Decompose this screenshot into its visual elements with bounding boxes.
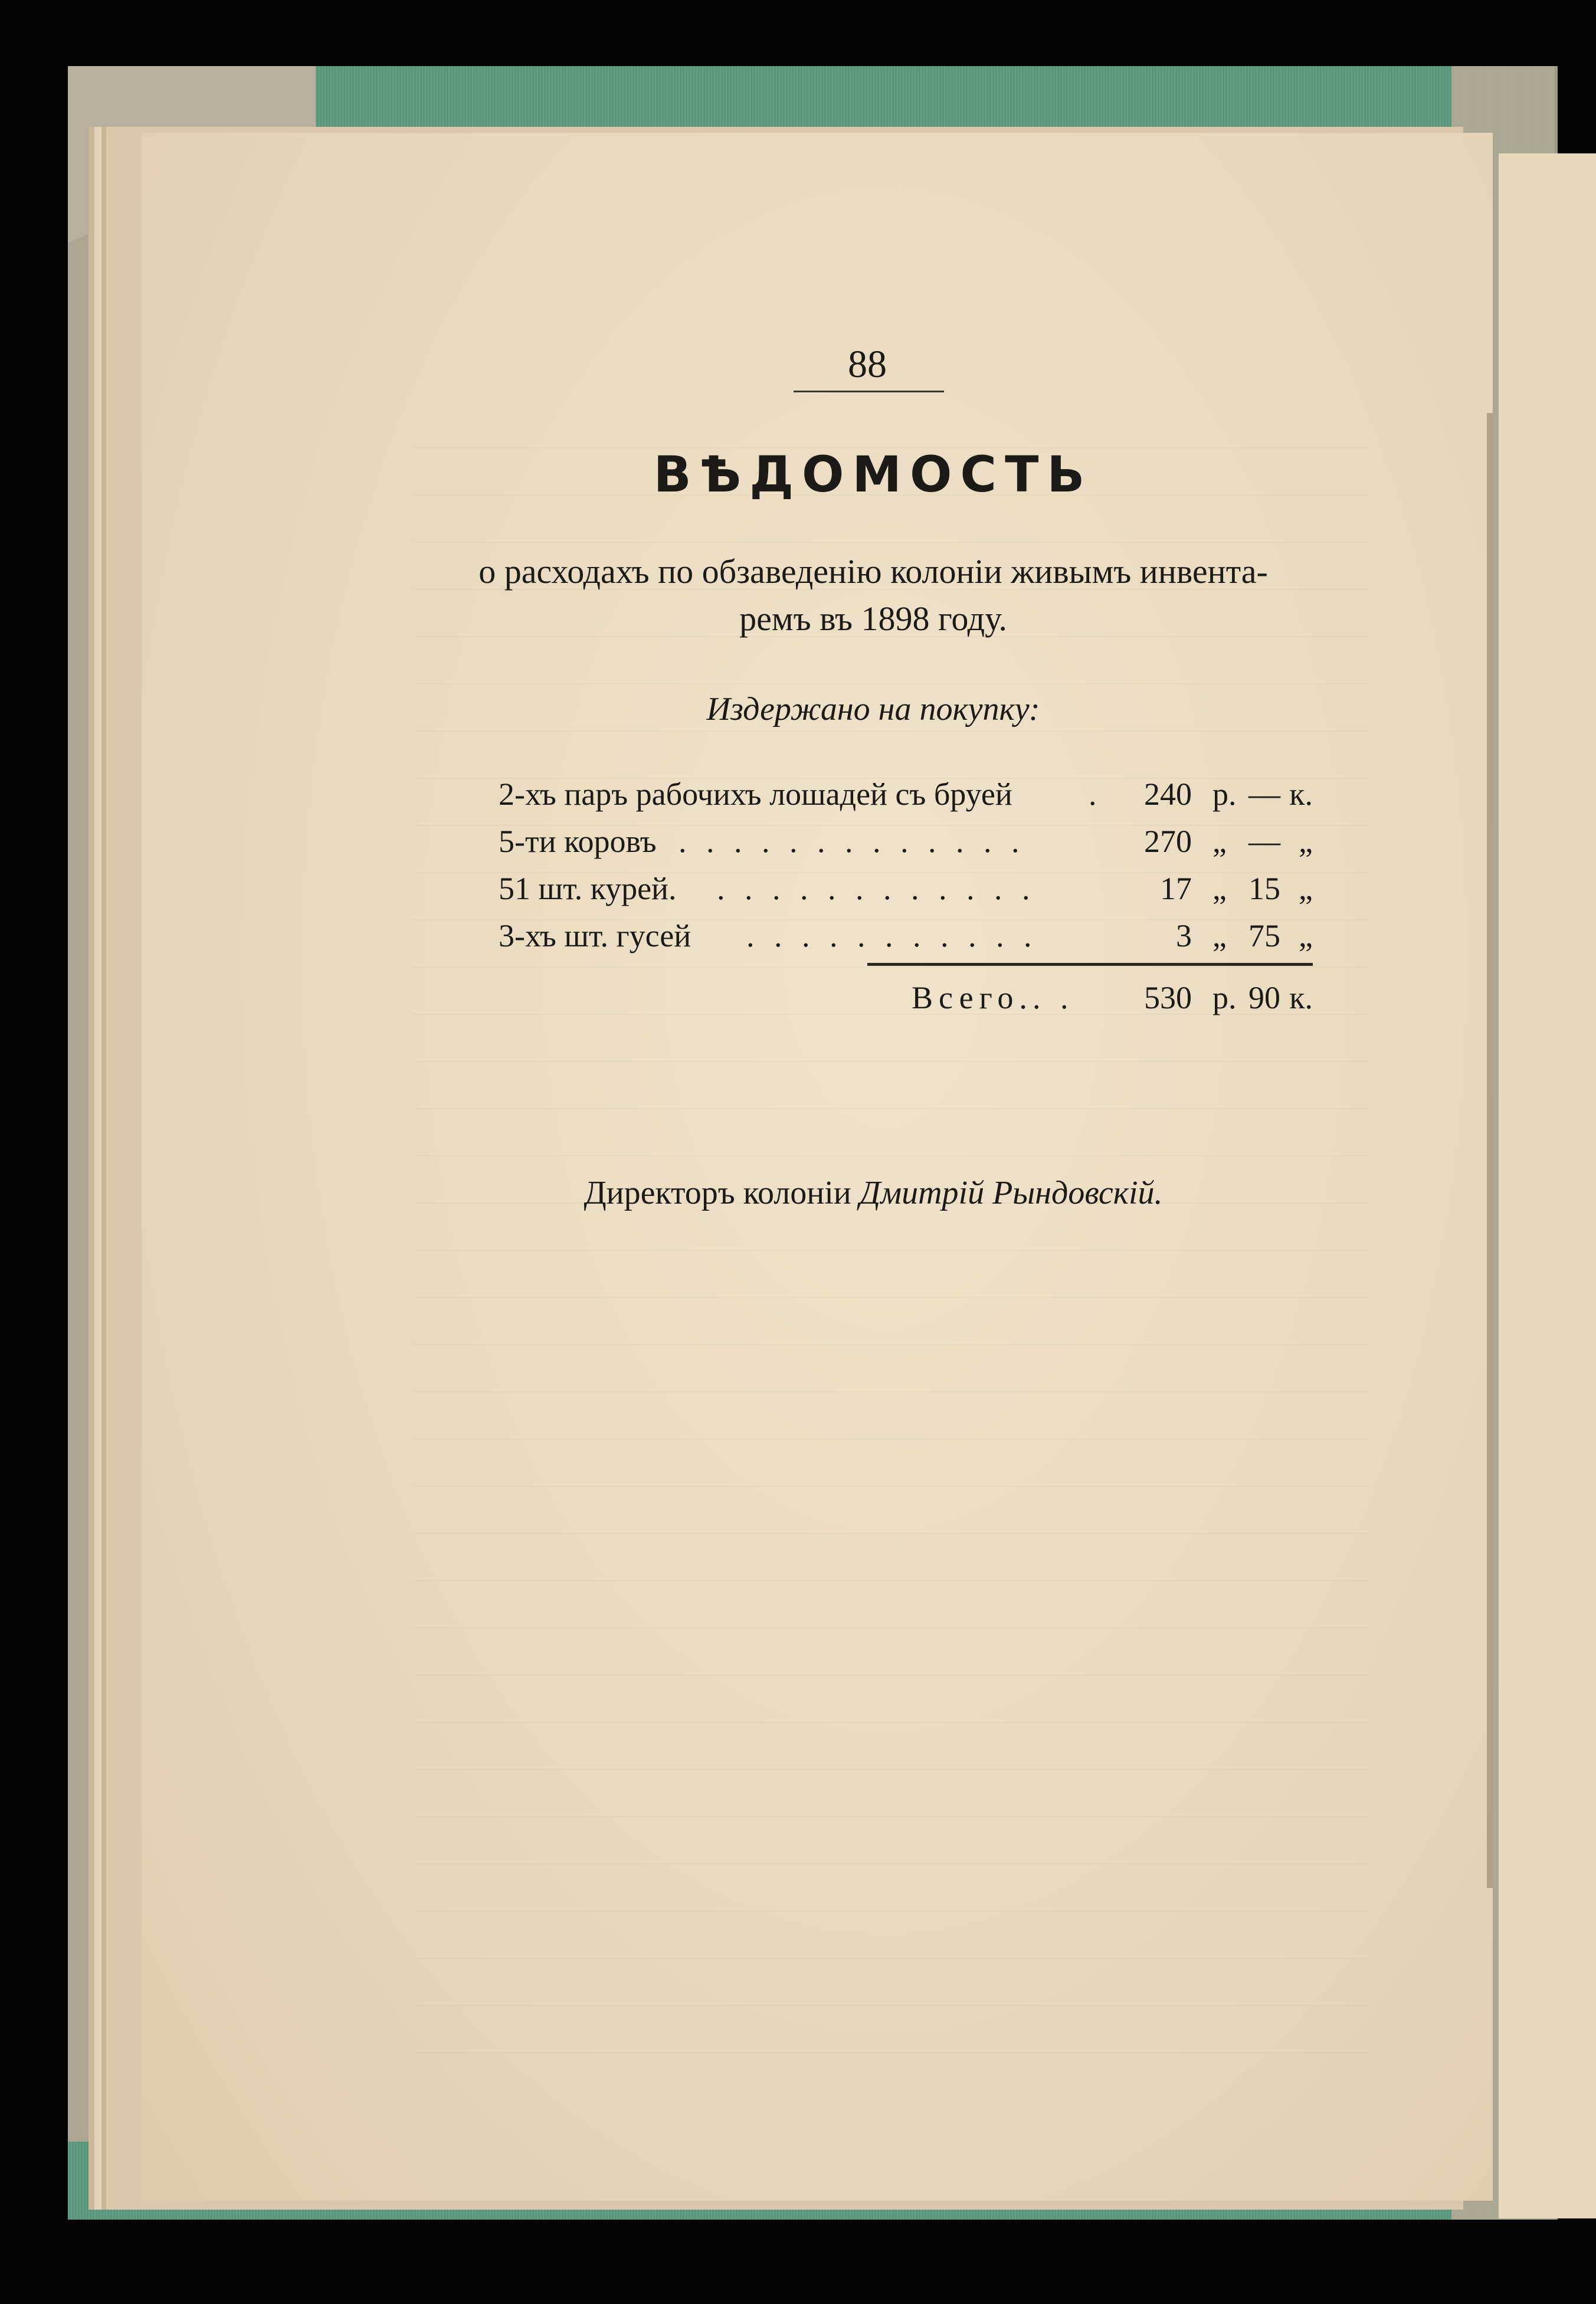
kopeck-unit: к. [1289,980,1313,1015]
item-kopecks: 15 [1248,871,1280,906]
total-row [499,979,1313,1021]
leader-dots: . . . . . . . . . . . . . [679,824,1025,859]
item-name: 51 шт. курей. [499,871,677,906]
subtitle-line-1: о расходахъ по обзаведенію колоніи живымъ инвента- [479,552,1268,591]
item-rubles: 17 [1160,871,1192,906]
leader-dots: . . . . . . . . . . . . [717,871,1036,906]
subtitle-line-2: ремъ въ 1898 году. [739,599,1007,638]
facing-page-edge [1499,153,1596,2218]
signature-title: Директоръ колоніи [584,1175,851,1211]
expense-row [499,776,1313,817]
item-name: 5-ти коровъ [499,824,657,859]
kopeck-unit: „ [1299,871,1313,906]
expense-row [499,823,1313,864]
section-caption: Издержано на покупку: [706,691,1040,727]
ruble-unit: „ [1212,871,1227,906]
item-name: 3-хъ шт. гусей [499,918,692,953]
item-kopecks: — [1248,776,1280,812]
ruble-unit: „ [1212,824,1227,859]
ruble-unit: р. [1212,980,1237,1015]
page-number: 88 [848,343,887,386]
item-kopecks: — [1248,824,1280,859]
total-label: Всего. [912,980,1033,1015]
total-kopecks: 90 [1248,980,1280,1015]
item-rubles: 270 [1144,824,1192,859]
leader-dots: . . . . . . . . . . . [746,918,1038,953]
expense-row [499,870,1313,912]
kopeck-unit: „ [1299,824,1313,859]
leader-dots: . . [1033,980,1074,1015]
ruble-unit: р. [1212,776,1237,812]
leader-dots: . [1089,776,1103,812]
item-name: 2-хъ паръ рабочихъ лошадей съ бруей [499,776,1012,812]
item-kopecks: 75 [1248,918,1280,953]
item-rubles: 3 [1176,918,1192,953]
expense-row [499,917,1313,959]
signature-name: Дмитрій Рындовскій. [859,1175,1163,1211]
item-rubles: 240 [1144,776,1192,812]
page-number-rule [794,391,944,392]
total-rule [867,963,1313,966]
bleed-through-text [413,401,1369,2053]
kopeck-unit: к. [1289,776,1313,812]
page-fold [1487,413,1493,1888]
total-rubles: 530 [1144,980,1192,1015]
ruble-unit: „ [1212,918,1227,953]
signature-line [413,1174,1333,1212]
document-title: ВѢДОМОСТЬ [653,445,1093,503]
kopeck-unit: „ [1299,918,1313,953]
